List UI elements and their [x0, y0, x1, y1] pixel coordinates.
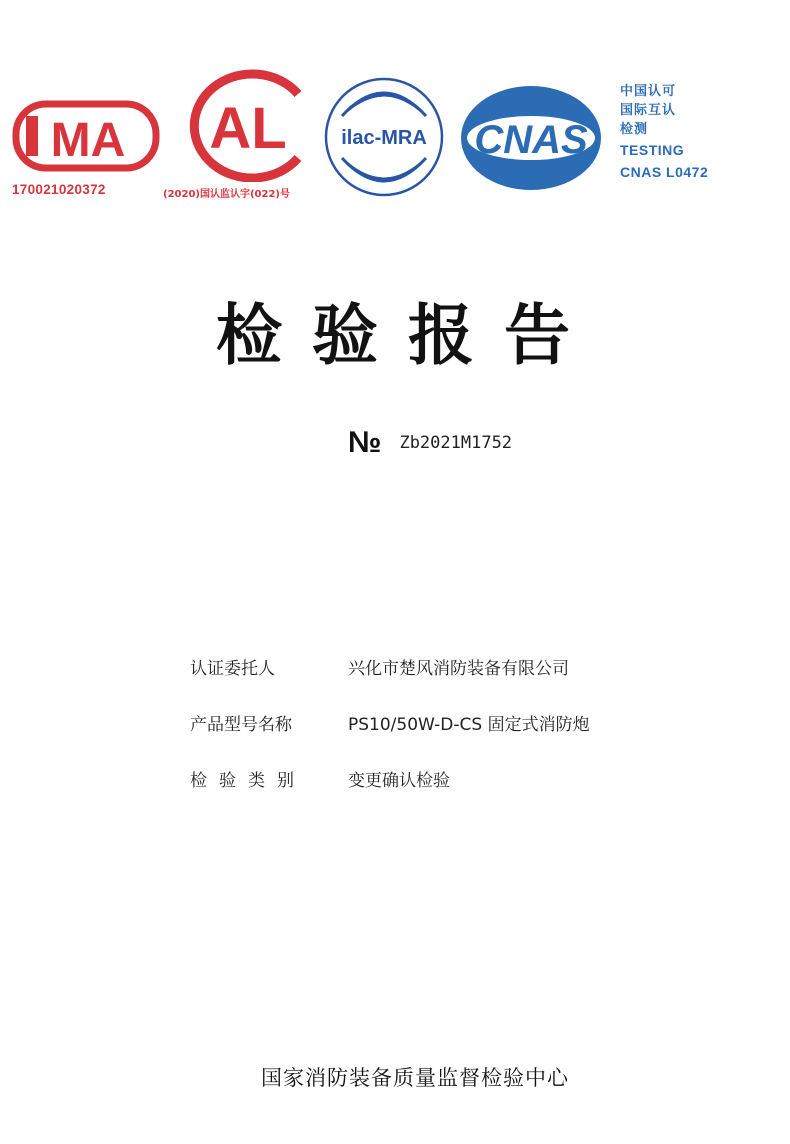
field-value-client: 兴化市楚风消防装备有限公司 [348, 658, 569, 679]
cma-logo [12, 98, 160, 176]
cnas-accreditation-text [620, 82, 708, 183]
field-value-category: 变更确认检验 [348, 770, 450, 791]
cnas-line-3: 检测 [620, 122, 649, 137]
cnas-line-2: 国际互认 [620, 103, 677, 118]
report-info-fields [190, 638, 590, 806]
cma-registration-code: 170021020372 [12, 182, 106, 197]
cal-registration-code: (2020)国认监认字(022)号 [163, 189, 290, 200]
cal-logo-text: AL [209, 96, 287, 161]
cnas-line-5: CNAS L0472 [620, 164, 709, 180]
cnas-line-4: TESTING [620, 142, 685, 158]
cma-logo-text: MA [50, 114, 126, 167]
cnas-logo [456, 80, 606, 196]
ilac-logo-text: ilac-MRA [341, 127, 427, 149]
issuing-organization: 国家消防装备质量监督检验中心 [261, 1066, 569, 1090]
report-number [348, 426, 512, 460]
cnas-logo-text: CNAS [474, 118, 588, 162]
field-label-category: 检验类别 [190, 770, 306, 791]
field-value-product: PS10/50W-D-CS 固定式消防炮 [348, 714, 590, 735]
field-label-client: 认证委托人 [190, 658, 275, 679]
number-symbol: № [348, 426, 382, 459]
ilac-mra-logo [318, 76, 450, 198]
page-title: 检验报告 [216, 297, 600, 374]
field-label-product: 产品型号名称 [190, 714, 292, 735]
field-row-product [190, 694, 590, 750]
field-row-category [190, 750, 590, 806]
field-row-client [190, 638, 590, 694]
cal-logo [170, 66, 320, 182]
cnas-line-1: 中国认可 [620, 84, 677, 99]
report-number-value: Zb2021M1752 [399, 433, 513, 453]
